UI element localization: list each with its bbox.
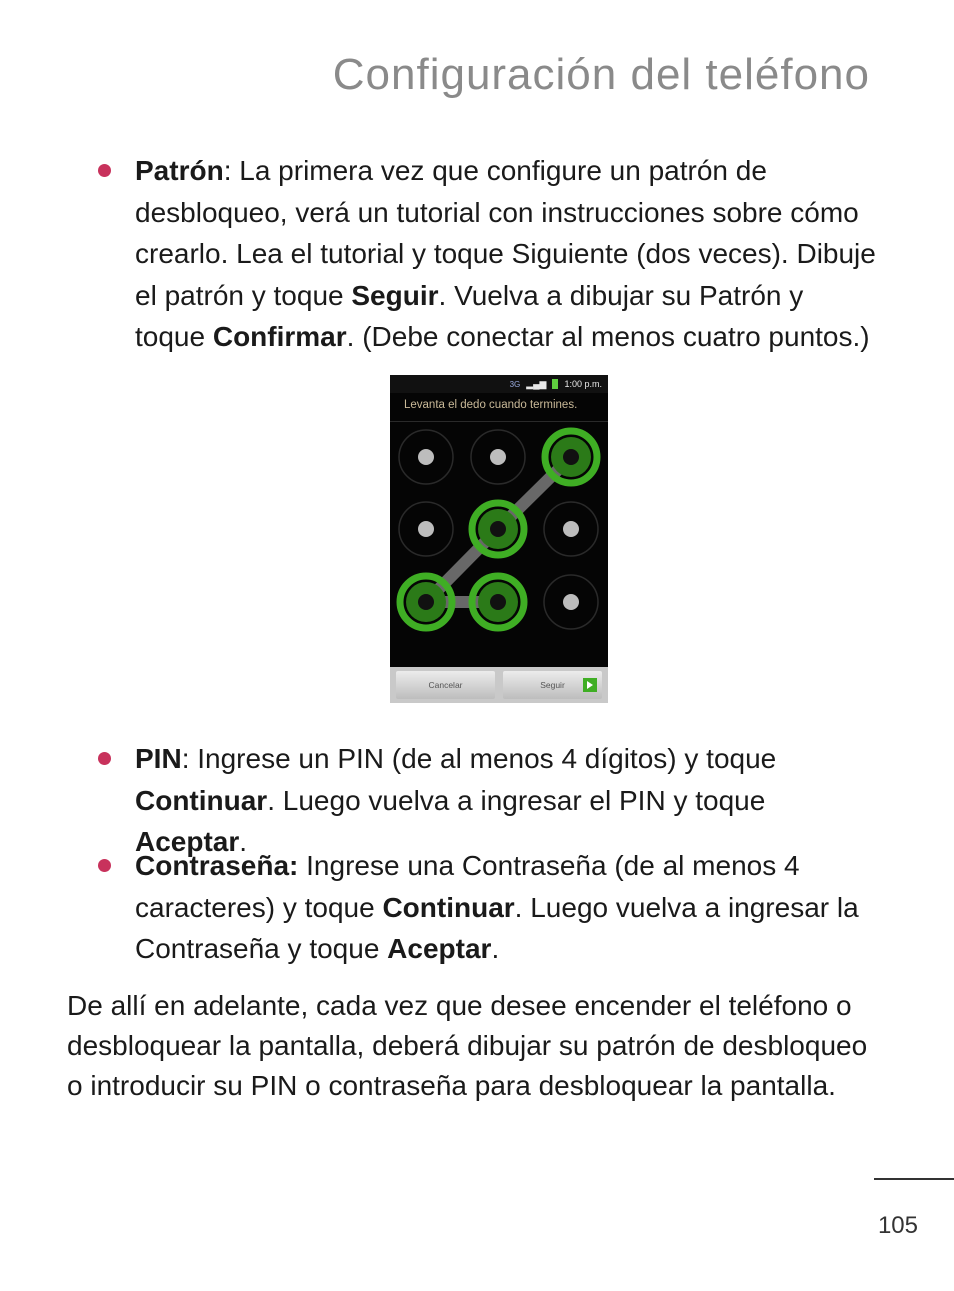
pattern-dot-active[interactable] — [472, 576, 524, 628]
bullet-bold-segment: Continuar — [135, 784, 268, 816]
phone-button-bar — [390, 667, 608, 703]
bullet-pin — [98, 738, 878, 863]
pattern-dot-active[interactable] — [400, 576, 452, 628]
bullet-dot — [98, 752, 111, 765]
pattern-dot-active[interactable] — [472, 503, 524, 555]
battery-icon — [552, 379, 558, 389]
bullet-text — [135, 150, 878, 358]
bullet-bold-segment: Continuar — [382, 891, 515, 923]
bullet-text-segment: : Ingrese un PIN (de al menos 4 dígitos) y toque — [181, 743, 777, 774]
phone-screenshot — [390, 375, 608, 703]
bullet-dot — [98, 164, 111, 177]
bullet-term: Patrón — [135, 155, 224, 186]
next-button-label: Seguir — [540, 680, 565, 690]
page-title: Configuración del teléfono — [332, 50, 870, 99]
bullet-password — [98, 845, 878, 970]
bullet-text-segment: Ingrese una Contraseña (de al menos 4 caracteres) y toque — [135, 850, 800, 923]
cancel-button[interactable]: Cancelar — [396, 671, 495, 699]
bullet-term: Contraseña: — [135, 850, 299, 881]
bullet-bold-segment: Aceptar — [387, 933, 492, 964]
bullet-text-segment: . — [239, 826, 248, 857]
bullet-text — [135, 738, 878, 863]
pattern-instruction: Levanta el dedo cuando termines. — [390, 393, 608, 422]
bullet-text-segment: . Vuelva a dibujar su Patrón y toque — [135, 279, 804, 352]
bullet-bold-segment: Seguir — [351, 279, 439, 311]
bullet-dot — [98, 859, 111, 872]
bullet-text-segment: . Luego vuelva a ingresar el PIN y toque — [267, 784, 766, 816]
pattern-dot[interactable] — [544, 575, 598, 629]
bullet-bold-segment: Confirmar — [212, 321, 347, 352]
network-indicator: 3G — [509, 379, 521, 389]
pattern-dot[interactable] — [471, 430, 525, 484]
bullet-text-segment: . — [491, 933, 500, 964]
closing-paragraph: De allí en adelante, cada vez que desee encender el teléfono o desbloquear la pantalla, deberá dibujar su patrón de desbloqueo o introducir su PIN o contraseña para desbloquear la pantalla. — [67, 990, 868, 1101]
bullet-text-segment: . (Debe conectar al menos cuatro puntos.) — [346, 321, 870, 352]
pattern-dot[interactable] — [399, 430, 453, 484]
footer-rule — [874, 1178, 954, 1180]
bullet-text-segment: . Luego vuelva a ingresar la Contraseña y toque — [135, 891, 859, 964]
next-button[interactable] — [503, 671, 602, 699]
pattern-dot-active[interactable] — [545, 431, 597, 483]
page-number: 105 — [877, 1212, 918, 1239]
bullet-text — [135, 845, 878, 970]
signal-icon: ▂▄▆ — [526, 378, 547, 389]
bullet-term: PIN — [135, 743, 182, 774]
pattern-grid[interactable] — [390, 421, 608, 667]
play-arrow-icon — [583, 678, 597, 692]
bullet-pattern — [98, 150, 878, 358]
bullet-bold-segment: Aceptar — [135, 826, 240, 857]
pattern-dot[interactable] — [544, 502, 598, 556]
status-bar — [390, 375, 608, 393]
status-time: 1:00 p.m. — [564, 379, 602, 389]
pattern-dot[interactable] — [399, 502, 453, 556]
bullet-text-segment: : La primera vez que configure un patrón de desbloqueo, verá un tutorial con instrucciones sobre cómo crearlo. Lea el tutorial y toque Siguiente (dos veces). Dibuje el patrón y toque — [135, 155, 876, 311]
